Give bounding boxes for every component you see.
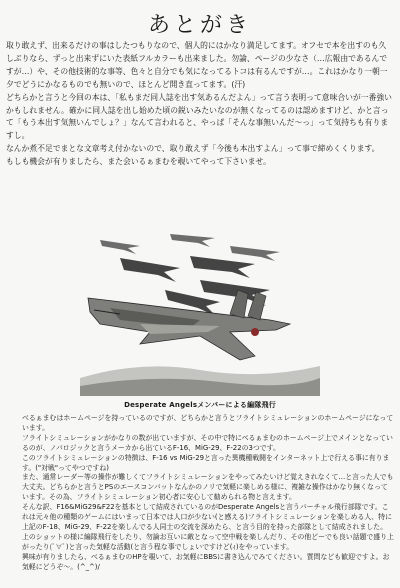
afterword-paragraph: どちらかと言うと今回の本は、「私もまだ同人誌を出す気あるんだよん」って言う表明って意味合いが一番強いかもしれません。確かに同人誌を出し始めた頃の鋭いみたいなのが無くなってるのは認めますけど、かと言って「もう本出す気無いんでしょ？」なんて言われると、やっぱ「そんな事無いんだ〜っ」って気持ちも有りますし。	[6, 92, 392, 141]
info-paragraph: このフライトシミュレーションの特徴は、F-16 vs MiG-29と言った異機種戦闘をインターネット上で行える事に有ります。("対戦"ってやつですね)	[22, 453, 390, 472]
info-paragraph: 興味が有りましたら、べるぁまむのHPを覗いて、お気軽にBBSに書き込んでみてください。質問なども歓迎ですよ。お気軽にどうぞ〜。(^_^)/	[22, 552, 390, 571]
afterword-paragraph: 取り敢えず、出来るだけの事はしたつもりなので、個人的にはかなり満足してます。オフセで本を出すのも久しぶりなら、ずっと出来ずにいた表紙フルカラーも出来ました。勿論、ページの少なさ（…広報由であるんですが…）や、その他技術的な事等、色々と自分でも気になってるトコは有るんですが…。これはかなり一朝一夕でどうにかなるものでも無いので、ほとんど開き直ってます。(汗)	[6, 41, 388, 89]
afterword-paragraph: なんか煮不足でまとな文章考え付かないので、取り敢えず「今後も本出すよん」って事で締めくくります。	[6, 144, 380, 154]
afterword-paragraph: もしも機会が有りましたら、また会いるぁまむを覗いてやって下さいませ。	[6, 157, 271, 167]
info-paragraph: べるぁまむはホームページを持っているのですが、どちらかと言うとフライトシミュレーションのホームページになっています。	[22, 414, 394, 432]
figure-caption: Desperate Angelsメンバーによる編隊飛行	[124, 401, 276, 409]
afterword-text	[6, 40, 394, 169]
jet-formation-image	[80, 228, 320, 396]
info-paragraph: また、通常レーダー等の操作が難しくてフライトシミュレーションをやってみたいけど覚えきれなくて…と言った人でも大丈夫。どちらかと言うとPSのエースコンバットなんかのノリで気軽に楽しめる様に、複雑な操作はかなり無くなっています。その為、フライトシミュレーション初心者に安心して勧められる物と言えます。	[22, 473, 394, 502]
info-paragraph: そんな訳、F16&MiG29&F22を基本として結成されているのがDesperate Angelsと言うバーチャル飛行部隊です。これは元々他の種類のゲームにはいまって日本では人口が少ない(と感える)フライトシミュレーションを楽しめる人、特に上記のF-18、MiG-29、F-22を楽しんでる人同士の交流を深めたら、と言う目的を持った部隊として結成されました。	[22, 503, 392, 531]
info-paragraph: 上のショットの様に編隊飛行をしたり、勿論お互いに敵となって空中戦を楽しんだり、その他どーでも良い話題で盛り上がったり(ﾟ∀ﾟ)と言った気軽な活動(と言う程な事でしょいですけど(ｨ)をやっています。	[22, 532, 394, 551]
page-title: あとがき	[147, 13, 252, 38]
info-paragraph: フライトシミュレーションがかなりの数が出ていますが、その中で特にべるぁまむのホームページ上でメインとなっているのが、ノバロジックと言うメーカから出ているF-16、MiG-29、F-22の3つです。	[22, 433, 393, 452]
homepage-info-text	[22, 414, 394, 573]
